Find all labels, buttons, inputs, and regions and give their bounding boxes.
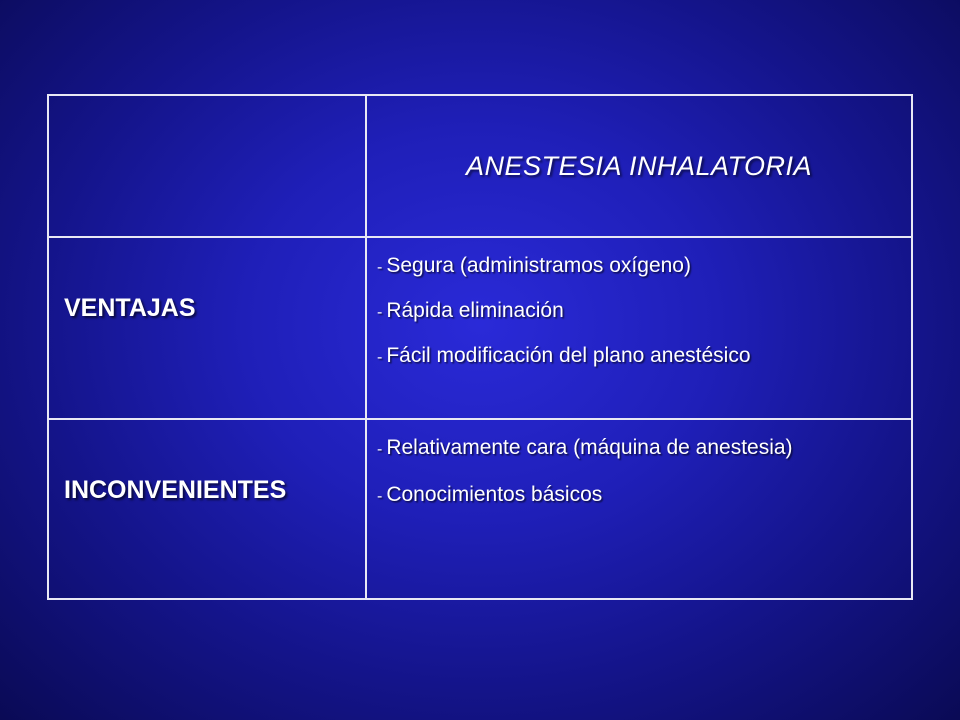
- comparison-table: [47, 94, 913, 600]
- list-item-text: Relativamente cara (máquina de anestesia): [386, 436, 793, 459]
- table-row-ventajas: [48, 237, 912, 419]
- bullet-dash: -: [377, 488, 383, 505]
- list-item: [377, 250, 897, 284]
- row-label-inconvenientes: INCONVENIENTES: [64, 476, 287, 504]
- row-content-cell: [366, 237, 912, 419]
- list-item-text: Fácil modificación del plano anestésico: [386, 344, 751, 367]
- row-label-cell: [48, 419, 366, 599]
- list-item: [377, 295, 897, 329]
- bullet-dash: -: [377, 349, 383, 366]
- list-item-text: Conocimientos básicos: [386, 483, 603, 506]
- table-row-inconvenientes: [48, 419, 912, 599]
- heading-cell: [366, 95, 912, 237]
- bullet-dash: -: [377, 304, 383, 321]
- list-item: [377, 340, 897, 374]
- list-item-text: Segura (administramos oxígeno): [386, 254, 691, 277]
- empty-corner-cell: [48, 95, 366, 237]
- list-item: [377, 432, 897, 466]
- bullet-dash: -: [377, 259, 383, 276]
- table-heading: ANESTESIA INHALATORIA: [465, 151, 813, 181]
- list-item: [377, 479, 897, 513]
- table-header-row: [48, 95, 912, 237]
- row-content-cell: [366, 419, 912, 599]
- advantages-list: [367, 238, 911, 374]
- list-item-text: Rápida eliminación: [386, 299, 564, 322]
- row-label-ventajas: VENTAJAS: [64, 294, 196, 322]
- disadvantages-list: [367, 420, 911, 513]
- bullet-dash: -: [377, 441, 383, 458]
- row-label-cell: [48, 237, 366, 419]
